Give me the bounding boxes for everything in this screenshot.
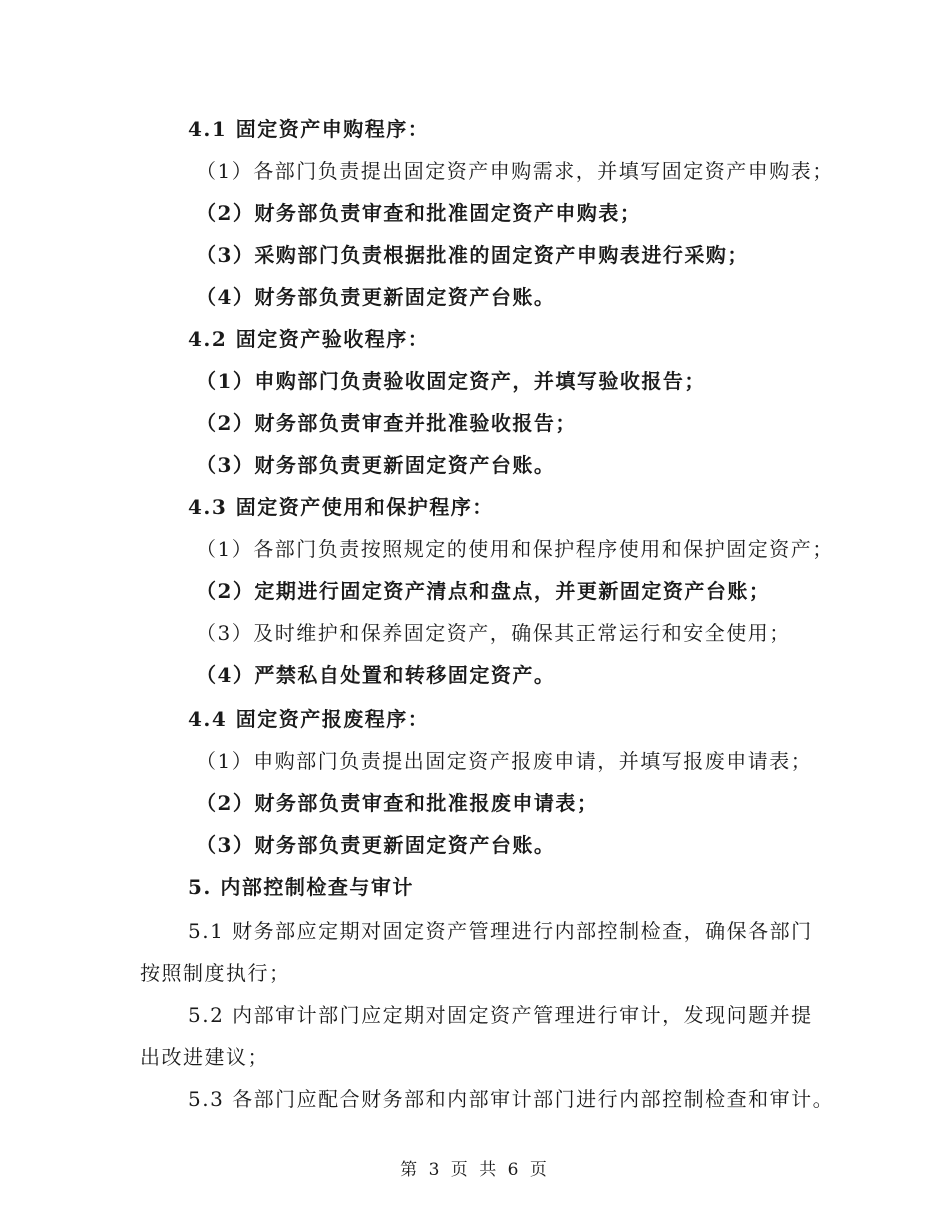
list-item: （2）财务部负责审查和批准固定资产申购表； (196, 201, 642, 225)
list-item: （1）各部门负责提出固定资产申购需求，并填写固定资产申购表； (196, 159, 834, 183)
list-item: （1）各部门负责按照规定的使用和保护程序使用和保护固定资产； (196, 537, 834, 561)
list-item: （2）定期进行固定资产清点和盘点，并更新固定资产台账； (196, 579, 771, 603)
list-item: （2）财务部负责审查和批准报废申请表； (196, 791, 599, 815)
list-item: （3）采购部门负责根据批准的固定资产申购表进行采购； (196, 243, 749, 267)
paragraph-line: 5.1 财务部应定期对固定资产管理进行内部控制检查，确保各部门 (188, 919, 813, 943)
paragraph-line: 5.3 各部门应配合财务部和内部审计部门进行内部控制检查和审计。 (188, 1087, 835, 1111)
list-item: （4）严禁私自处置和转移固定资产。 (196, 663, 556, 687)
list-item: （3）及时维护和保养固定资产，确保其正常运行和安全使用； (196, 621, 791, 645)
section-heading-5: 5. 内部控制检查与审计 (188, 875, 414, 899)
page-footer: 第 3 页 共 6 页 (400, 1160, 550, 1180)
list-item: （1）申购部门负责提出固定资产报废申请，并填写报废申请表； (196, 749, 813, 773)
list-item: （3）财务部负责更新固定资产台账。 (196, 453, 556, 477)
paragraph-line: 出改进建议； (140, 1045, 269, 1069)
list-item: （1）申购部门负责验收固定资产，并填写验收报告； (196, 369, 706, 393)
paragraph-line: 按照制度执行； (140, 961, 291, 985)
section-heading-4-2: 4.2 固定资产验收程序： (188, 327, 430, 351)
list-item: （3）财务部负责更新固定资产台账。 (196, 833, 556, 857)
paragraph-line: 5.2 内部审计部门应定期对固定资产管理进行审计，发现问题并提 (188, 1003, 813, 1027)
section-heading-4-3: 4.3 固定资产使用和保护程序： (188, 495, 494, 519)
section-heading-4-4: 4.4 固定资产报废程序： (188, 707, 430, 731)
section-heading-4-1: 4.1 固定资产申购程序： (188, 117, 430, 141)
list-item: （4）财务部负责更新固定资产台账。 (196, 285, 556, 309)
list-item: （2）财务部负责审查并批准验收报告； (196, 411, 577, 435)
